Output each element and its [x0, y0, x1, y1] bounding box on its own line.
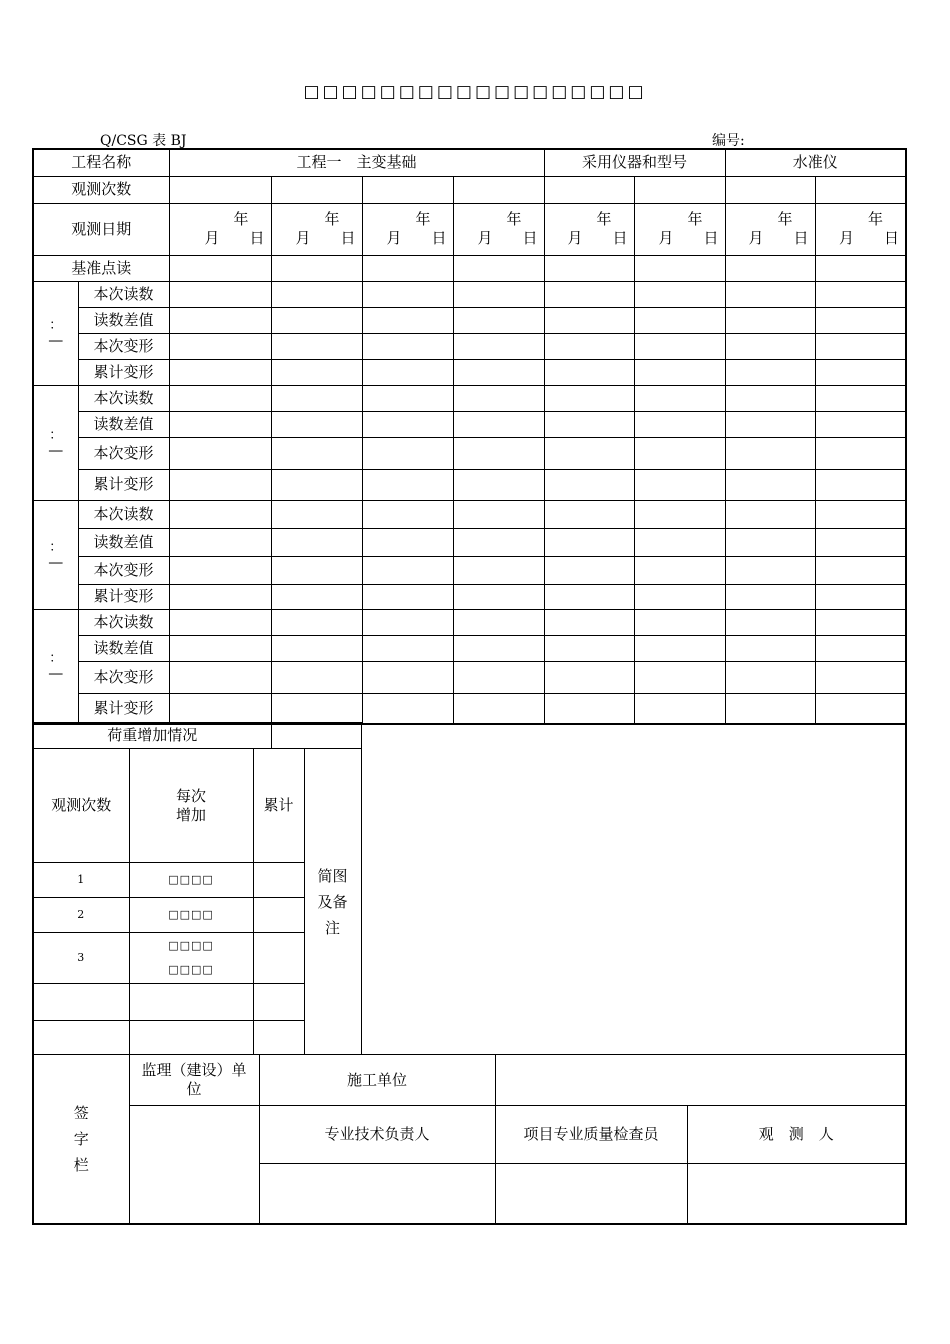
item-read-label: 本次读数: [78, 609, 169, 635]
count-cell[interactable]: [634, 176, 725, 203]
item-deform-label: 本次变形: [78, 437, 169, 469]
data-cell[interactable]: [725, 411, 815, 437]
date-cell[interactable]: 年 月 日: [362, 203, 453, 255]
point2-total-row: [33, 469, 906, 500]
data-cell[interactable]: [725, 528, 815, 556]
load-row-total[interactable]: [253, 863, 304, 898]
data-cell[interactable]: [453, 469, 544, 500]
data-cell[interactable]: [271, 333, 362, 359]
data-cell[interactable]: [815, 584, 906, 609]
date-cell[interactable]: 年 月 日: [634, 203, 725, 255]
data-cell[interactable]: [169, 469, 271, 500]
base-cell[interactable]: [169, 255, 271, 281]
item-diff-label: 读数差值: [78, 635, 169, 661]
data-cell[interactable]: [169, 661, 271, 693]
point4-deform-row: [33, 661, 906, 693]
data-cell[interactable]: [725, 661, 815, 693]
load-section-value[interactable]: [271, 723, 361, 749]
data-cell[interactable]: [725, 307, 815, 333]
data-cell[interactable]: [544, 281, 634, 307]
point1-read-row: [33, 281, 906, 307]
data-cell[interactable]: [271, 609, 362, 635]
count-cell[interactable]: [453, 176, 544, 203]
data-cell[interactable]: [725, 437, 815, 469]
item-total-label: 累计变形: [78, 693, 169, 724]
sign-header-row: [33, 1055, 906, 1106]
data-cell[interactable]: [362, 437, 453, 469]
data-cell[interactable]: [453, 661, 544, 693]
load-row-total[interactable]: [253, 984, 304, 1021]
data-cell[interactable]: [271, 528, 362, 556]
data-cell[interactable]: [271, 584, 362, 609]
data-cell[interactable]: [362, 609, 453, 635]
data-cell[interactable]: [453, 556, 544, 584]
project-name-label: 工程名称: [33, 149, 169, 176]
point3-total-row: [33, 584, 906, 609]
item-deform-label: 本次变形: [78, 661, 169, 693]
point1-diff-row: [33, 307, 906, 333]
supervisor-label: 监理（建设）单 位: [129, 1055, 259, 1106]
data-cell[interactable]: [169, 437, 271, 469]
load-header-row: [33, 723, 906, 749]
load-row-total[interactable]: [253, 898, 304, 933]
load-col-total: 累计: [253, 749, 304, 863]
data-cell[interactable]: [362, 661, 453, 693]
data-cell[interactable]: [815, 437, 906, 469]
data-cell[interactable]: [453, 411, 544, 437]
base-cell[interactable]: [634, 255, 725, 281]
data-cell[interactable]: [362, 635, 453, 661]
data-cell[interactable]: [169, 281, 271, 307]
data-cell[interactable]: [815, 469, 906, 500]
data-cell[interactable]: [169, 385, 271, 411]
data-cell[interactable]: [544, 437, 634, 469]
data-cell[interactable]: [362, 359, 453, 385]
data-cell[interactable]: [453, 437, 544, 469]
date-label: 观测日期: [33, 203, 169, 255]
point4-diff-row: [33, 635, 906, 661]
instrument-label: 采用仪器和型号: [544, 149, 725, 176]
point3-read-row: [33, 500, 906, 528]
data-cell[interactable]: [634, 411, 725, 437]
data-cell[interactable]: [725, 556, 815, 584]
item-total-label: 累计变形: [78, 469, 169, 500]
data-cell[interactable]: [271, 359, 362, 385]
data-cell[interactable]: [634, 635, 725, 661]
qc-signature[interactable]: [495, 1164, 687, 1224]
point2-read-row: [33, 385, 906, 411]
data-cell[interactable]: [544, 609, 634, 635]
load-row-number: 2: [33, 898, 129, 933]
data-cell[interactable]: [815, 385, 906, 411]
data-cell[interactable]: [634, 307, 725, 333]
count-cell[interactable]: [271, 176, 362, 203]
base-cell[interactable]: [271, 255, 362, 281]
data-cell[interactable]: [815, 500, 906, 528]
data-cell[interactable]: [362, 528, 453, 556]
data-cell[interactable]: [169, 528, 271, 556]
observer-label: 观 测 人: [687, 1106, 906, 1164]
data-cell[interactable]: [634, 281, 725, 307]
date-cell[interactable]: 年 月 日: [271, 203, 362, 255]
data-cell[interactable]: [634, 469, 725, 500]
sign-label: 签 字 栏: [33, 1055, 129, 1224]
item-total-label: 累计变形: [78, 584, 169, 609]
data-cell[interactable]: [634, 500, 725, 528]
point4-total-row: [33, 693, 906, 724]
date-cell[interactable]: 年 月 日: [169, 203, 271, 255]
load-row-value[interactable]: □□□□ □□□□: [129, 933, 253, 984]
form-code: Q/CSG 表 BJ: [100, 133, 187, 149]
count-row: [33, 176, 906, 203]
data-cell[interactable]: [169, 635, 271, 661]
item-total-label: 累计变形: [78, 359, 169, 385]
data-cell[interactable]: [725, 693, 815, 724]
data-cell[interactable]: [271, 437, 362, 469]
data-cell[interactable]: [544, 556, 634, 584]
load-section-label: 荷重增加情况: [33, 723, 271, 749]
load-row-value[interactable]: [129, 1021, 253, 1055]
point3-deform-row: [33, 556, 906, 584]
data-cell[interactable]: [725, 469, 815, 500]
data-cell[interactable]: [815, 635, 906, 661]
data-cell[interactable]: [169, 584, 271, 609]
load-row-number[interactable]: [33, 984, 129, 1021]
data-cell[interactable]: [271, 693, 362, 724]
count-cell[interactable]: [362, 176, 453, 203]
point2-diff-row: [33, 411, 906, 437]
date-cell[interactable]: 年 月 日: [453, 203, 544, 255]
item-diff-label: 读数差值: [78, 528, 169, 556]
data-cell[interactable]: [453, 333, 544, 359]
data-cell[interactable]: [815, 411, 906, 437]
data-cell[interactable]: [169, 556, 271, 584]
data-cell[interactable]: [725, 500, 815, 528]
data-cell[interactable]: [271, 635, 362, 661]
base-row: [33, 255, 906, 281]
point1-deform-row: [33, 333, 906, 359]
point4-read-row: [33, 609, 906, 635]
point3-diff-row: [33, 528, 906, 556]
load-row-number: 3: [33, 933, 129, 984]
data-cell[interactable]: [271, 411, 362, 437]
data-cell[interactable]: [362, 411, 453, 437]
project-row: [33, 149, 906, 176]
date-cell[interactable]: 年 月 日: [544, 203, 634, 255]
data-cell[interactable]: [634, 333, 725, 359]
data-cell[interactable]: [544, 411, 634, 437]
signature-table: [32, 1054, 907, 1225]
data-cell[interactable]: [634, 584, 725, 609]
data-cell[interactable]: [362, 469, 453, 500]
data-cell[interactable]: [453, 307, 544, 333]
load-col-count: 观测次数: [33, 749, 129, 863]
data-cell[interactable]: [544, 307, 634, 333]
observation-table: [32, 148, 907, 725]
data-cell[interactable]: [815, 281, 906, 307]
construction-label: 施工单位: [259, 1055, 495, 1106]
item-diff-label: 读数差值: [78, 411, 169, 437]
count-label: 观测次数: [33, 176, 169, 203]
data-cell[interactable]: [169, 500, 271, 528]
point3-label[interactable]: ： —: [33, 500, 78, 609]
data-cell[interactable]: [815, 693, 906, 724]
sign-role-row: [33, 1106, 906, 1164]
data-cell[interactable]: [815, 661, 906, 693]
data-cell[interactable]: [271, 307, 362, 333]
date-row: [33, 203, 906, 255]
data-cell[interactable]: [544, 359, 634, 385]
data-cell[interactable]: [169, 609, 271, 635]
data-cell[interactable]: [453, 635, 544, 661]
data-cell[interactable]: [453, 609, 544, 635]
supervisor-signature[interactable]: [129, 1106, 259, 1224]
data-cell[interactable]: [453, 281, 544, 307]
data-cell[interactable]: [725, 609, 815, 635]
sketch-area[interactable]: [361, 723, 906, 1055]
qc-label: 项目专业质量检查员: [495, 1106, 687, 1164]
data-cell[interactable]: [815, 307, 906, 333]
count-cell[interactable]: [725, 176, 815, 203]
data-cell[interactable]: [362, 385, 453, 411]
data-cell[interactable]: [725, 281, 815, 307]
data-cell[interactable]: [169, 411, 271, 437]
data-cell[interactable]: [634, 385, 725, 411]
item-read-label: 本次读数: [78, 500, 169, 528]
data-cell[interactable]: [544, 661, 634, 693]
data-cell[interactable]: [271, 556, 362, 584]
data-cell[interactable]: [271, 281, 362, 307]
data-cell[interactable]: [815, 609, 906, 635]
data-cell[interactable]: [634, 528, 725, 556]
load-row-number[interactable]: [33, 1021, 129, 1055]
item-diff-label: 读数差值: [78, 307, 169, 333]
observer-signature[interactable]: [687, 1164, 906, 1224]
data-cell[interactable]: [634, 661, 725, 693]
data-cell[interactable]: [453, 584, 544, 609]
data-cell[interactable]: [271, 385, 362, 411]
data-cell[interactable]: [362, 500, 453, 528]
count-cell[interactable]: [815, 176, 906, 203]
data-cell[interactable]: [725, 635, 815, 661]
data-cell[interactable]: [634, 693, 725, 724]
base-cell[interactable]: [453, 255, 544, 281]
data-cell[interactable]: [815, 333, 906, 359]
data-cell[interactable]: [362, 333, 453, 359]
load-row-number: 1: [33, 863, 129, 898]
data-cell[interactable]: [271, 469, 362, 500]
instrument-value[interactable]: 水准仪: [725, 149, 906, 176]
data-cell[interactable]: [815, 528, 906, 556]
item-read-label: 本次读数: [78, 281, 169, 307]
load-row-value[interactable]: □□□□: [129, 898, 253, 933]
data-cell[interactable]: [725, 359, 815, 385]
project-name-value[interactable]: 工程一 主变基础: [169, 149, 544, 176]
data-cell[interactable]: [453, 359, 544, 385]
data-cell[interactable]: [544, 693, 634, 724]
data-cell[interactable]: [453, 528, 544, 556]
point2-deform-row: [33, 437, 906, 469]
data-cell[interactable]: [169, 307, 271, 333]
load-row-total[interactable]: [253, 1021, 304, 1055]
base-cell[interactable]: [815, 255, 906, 281]
data-cell[interactable]: [634, 609, 725, 635]
item-read-label: 本次读数: [78, 385, 169, 411]
data-cell[interactable]: [634, 359, 725, 385]
data-cell[interactable]: [453, 500, 544, 528]
data-cell[interactable]: [725, 584, 815, 609]
form-title: □□□□□□□□□□□□□□□□□□: [303, 82, 647, 102]
point1-label[interactable]: ： —: [33, 281, 78, 385]
base-label: 基准点读: [33, 255, 169, 281]
load-table: [32, 722, 907, 1055]
construction-value[interactable]: [495, 1055, 906, 1106]
base-cell[interactable]: [725, 255, 815, 281]
data-cell[interactable]: [362, 281, 453, 307]
load-row-total[interactable]: [253, 933, 304, 984]
load-row-value[interactable]: [129, 984, 253, 1021]
load-row-value[interactable]: □□□□: [129, 863, 253, 898]
date-cell[interactable]: 年 月 日: [725, 203, 815, 255]
count-cell[interactable]: [544, 176, 634, 203]
item-deform-label: 本次变形: [78, 556, 169, 584]
data-cell[interactable]: [453, 693, 544, 724]
count-cell[interactable]: [169, 176, 271, 203]
data-cell[interactable]: [815, 556, 906, 584]
data-cell[interactable]: [362, 584, 453, 609]
data-cell[interactable]: [544, 635, 634, 661]
point1-total-row: [33, 359, 906, 385]
data-cell[interactable]: [544, 528, 634, 556]
data-cell[interactable]: [544, 385, 634, 411]
data-cell[interactable]: [362, 307, 453, 333]
data-cell[interactable]: [634, 437, 725, 469]
data-cell[interactable]: [271, 500, 362, 528]
data-cell[interactable]: [725, 333, 815, 359]
data-cell[interactable]: [362, 693, 453, 724]
sketch-label: 简图 及备 注: [304, 749, 361, 1055]
point2-label[interactable]: ： —: [33, 385, 78, 500]
data-cell[interactable]: [169, 333, 271, 359]
tech-lead-signature[interactable]: [259, 1164, 495, 1224]
load-col-each: 每次 增加: [129, 749, 253, 863]
data-cell[interactable]: [544, 333, 634, 359]
data-cell[interactable]: [544, 584, 634, 609]
base-cell[interactable]: [362, 255, 453, 281]
item-deform-label: 本次变形: [78, 333, 169, 359]
data-cell[interactable]: [169, 693, 271, 724]
data-cell[interactable]: [815, 359, 906, 385]
form-number-label: 编号:: [712, 133, 745, 149]
data-cell[interactable]: [725, 385, 815, 411]
data-cell[interactable]: [453, 385, 544, 411]
date-cell[interactable]: 年 月 日: [815, 203, 906, 255]
data-cell[interactable]: [634, 556, 725, 584]
base-cell[interactable]: [544, 255, 634, 281]
data-cell[interactable]: [169, 359, 271, 385]
data-cell[interactable]: [271, 661, 362, 693]
data-cell[interactable]: [362, 556, 453, 584]
tech-lead-label: 专业技术负责人: [259, 1106, 495, 1164]
data-cell[interactable]: [544, 500, 634, 528]
point4-label[interactable]: ： —: [33, 609, 78, 724]
data-cell[interactable]: [544, 469, 634, 500]
